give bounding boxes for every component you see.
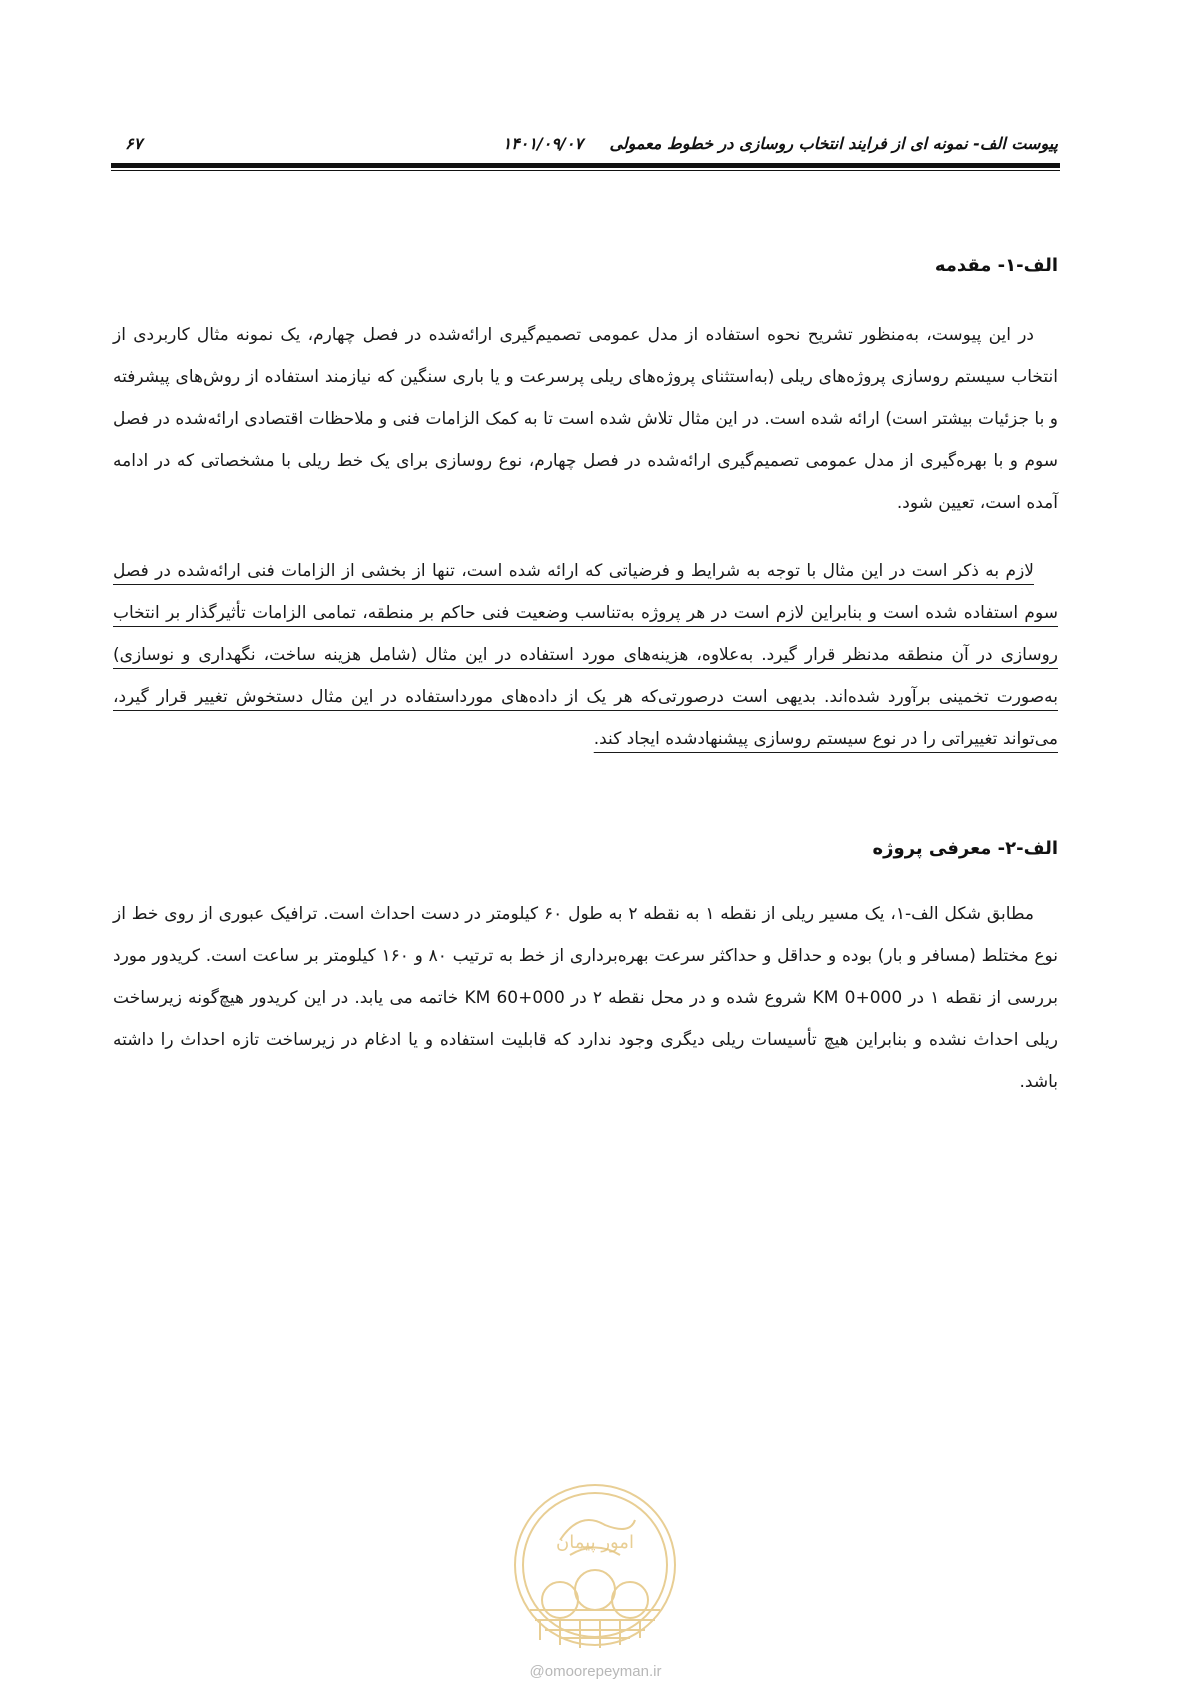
seal-text: امور پیمان bbox=[556, 1532, 634, 1553]
header-title: پیوست الف- نمونه ای از فرایند انتخاب روسازی در خطوط معمولی bbox=[609, 134, 1058, 153]
watermark-url: @omoorepeyman.ir bbox=[529, 1663, 662, 1680]
page-header bbox=[113, 128, 1058, 156]
watermark-seal-icon bbox=[510, 1480, 680, 1655]
header-rule-thin bbox=[111, 170, 1060, 171]
header-date: ۱۴۰۱/۰۹/۰۷ bbox=[502, 134, 583, 153]
note-paragraph: لازم به ذکر است در این مثال با توجه به شرایط و فرضیاتی که ارائه شده است، تنها از بخشی از الزامات فنی ارائه‌شده در فصل سوم استفاده شده است و بنابراین لازم است در هر پروژه به‌تناسب وضعیت فنی حاکم بر منطقه، تمامی الزامات تأثیرگذار بر انتخاب روسازی در آن منطقه مدنظر قرار گیرد. به‌علاوه، هزینه‌های مورد استفاده در این مثال (شامل هزینه ساخت، نگهداری و نوسازی) به‌صورت تخمینی برآورد شده‌اند. بدیهی است درصورتی‌که هر یک از داده‌های مورداستفاده در این مثال دستخوش تغییر قرار گیرد، می‌تواند تغییراتی را در نوع سیستم روسازی پیشنهادشده ایجاد کند. bbox=[113, 561, 1058, 749]
project-paragraph: مطابق شکل الف-۱، یک مسیر ریلی از نقطه ۱ به نقطه ۲ به طول ۶۰ کیلومتر در دست احداث است. ترافیک عبوری از روی خط از نوع مختلط (مسافر و بار) بوده و حداقل و حداکثر سرعت بهره‌برداری از خط به ترتیب ۸۰ و ۱۶۰ کیلومتر بر ساعت است. کریدور مورد بررسی از نقطه ۱ در KM 0+000 شروع شده و در محل نقطه ۲ در KM 60+000 خاتمه می یابد. در این کریدور هیچ‌گونه زیرساخت ریلی احداث نشده و بنابراین هیچ تأسیسات ریلی دیگری وجود ندارد که قابلیت استفاده و یا ادغام در زیرساخت تازه احداث را داشته باشد. bbox=[113, 904, 1059, 1092]
section-heading-introduction: الف-۱- مقدمه bbox=[934, 255, 1058, 276]
header-rule bbox=[111, 163, 1060, 168]
page-number: ۶۷ bbox=[125, 134, 143, 153]
section-heading-project: الف-۲- معرفی پروژه bbox=[872, 838, 1058, 859]
intro-paragraph: در این پیوست، به‌منظور تشریح نحوه استفاده از مدل عمومی تصمیم‌گیری ارائه‌شده در فصل چهارم، یک نمونه مثال کاربردی از انتخاب سیستم روسازی پروژه‌های ریلی (به‌استثنای پروژه‌های ریلی پرسرعت و یا باری سنگین که نیازمند استفاده از روش‌های پیشرفته و با جزئیات بیشتر است) ارائه شده است. در این مثال تلاش شده است تا به کمک الزامات فنی و ملاحظات اقتصادی ارائه‌شده در فصل سوم و با بهره‌گیری از مدل عمومی تصمیم‌گیری ارائه‌شده در فصل چهارم، نوع روسازی برای یک خط ریلی با مشخصاتی که در ادامه آمده است، تعیین شود. bbox=[113, 325, 1058, 513]
